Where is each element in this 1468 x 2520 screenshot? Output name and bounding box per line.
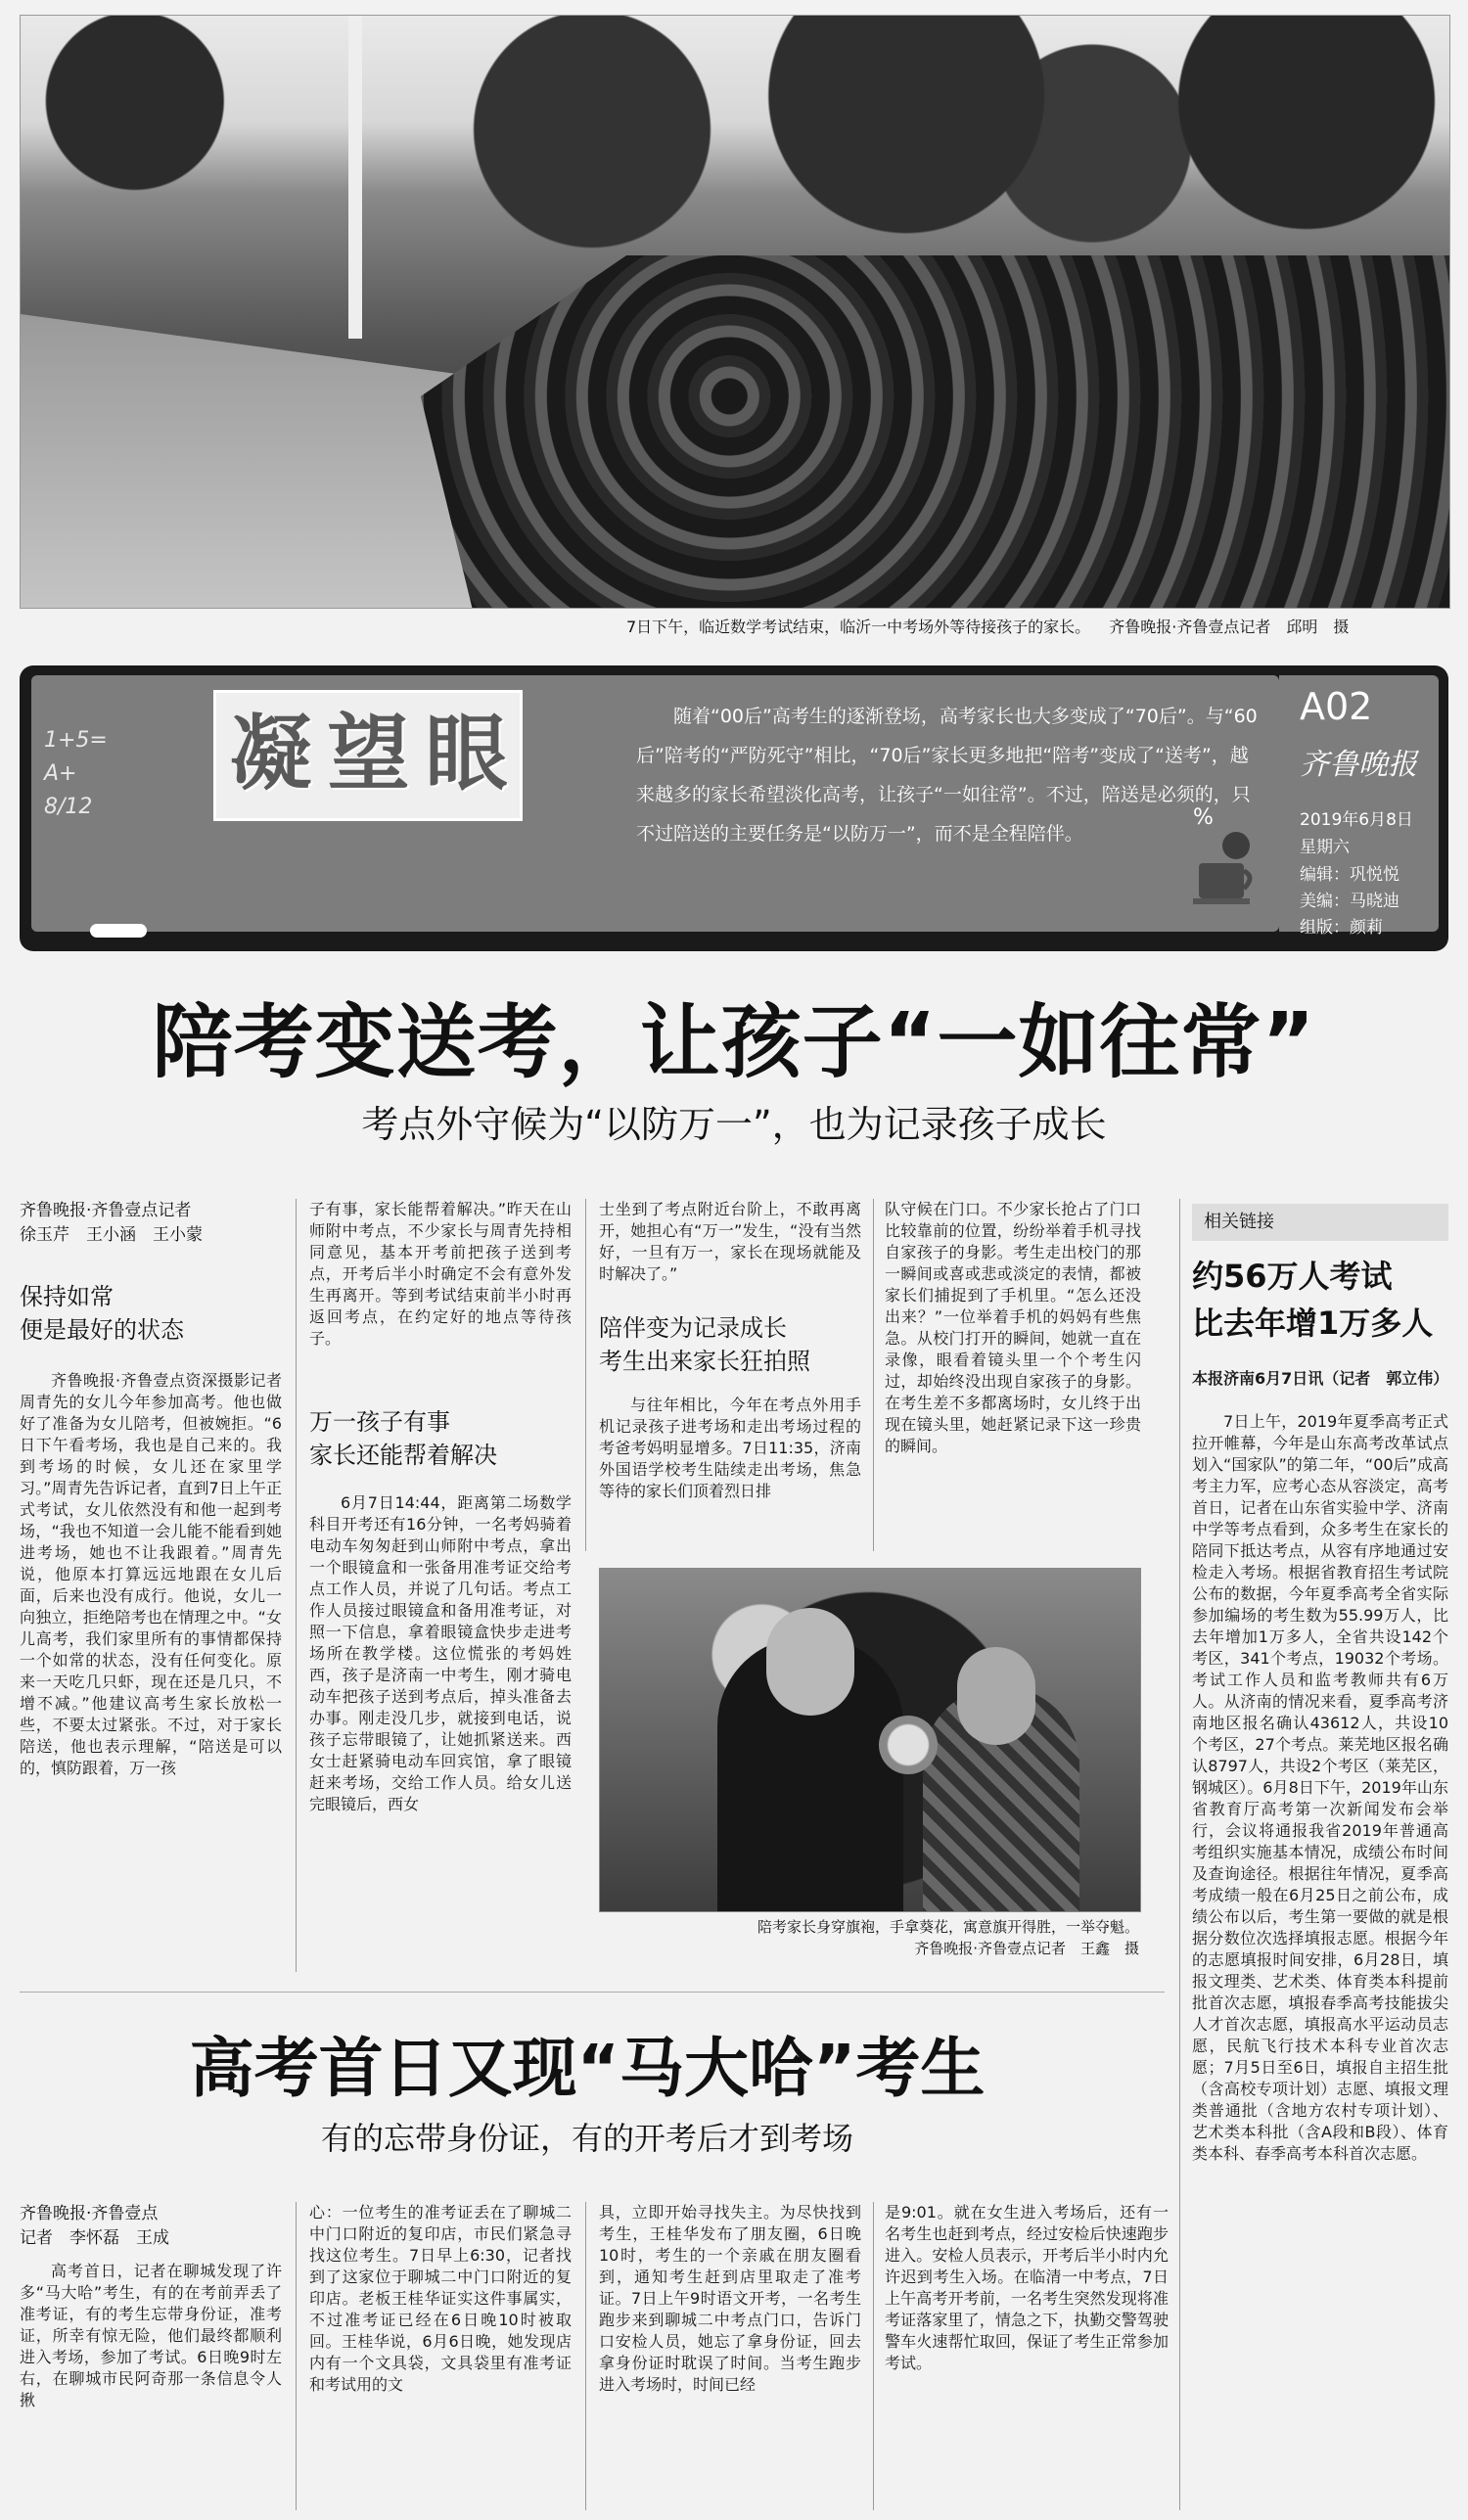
article-column: 队守候在门口。不少家长抢占了门口比较靠前的位置，纷纷举着手机寻找自家孩子的身影。考生走出校门的那一瞬间或喜或悲或淡定的表情，都被家长们捕捉到了手机里。“怎么还没出来？”一位举着手机的妈妈有些焦急。从校门打开的瞬间，她就一直在录像，眼看着镜头里一个个考生闪过，却始终没出现自家孩子的身影。在考生差不多都离场时，女儿终于出现在镜头里，她赶紧记录下这一珍贵的瞬间。 bbox=[885, 1200, 1141, 1455]
caption-text: 陪考家长身穿旗袍，手拿葵花，寓意旗开得胜，一举夺魁。 bbox=[757, 1918, 1139, 1936]
byline bbox=[20, 1199, 284, 1248]
caption-credit: 齐鲁晚报·齐鲁壹点记者 王鑫 摄 bbox=[914, 1940, 1139, 1957]
article-column: 6月7日14:44，距离第二场数学科目开考还有16分钟，一名考妈骑着电动车匆匆赶到山师附中考点，拿出一个眼镜盒和一张备用准考证交给考点工作人员，并说了几句话。考点工作人员接过眼镜盒和备用准考证，对照一下信息，拿着眼镜盒快步走进考场所在教学楼。这位慌张的考妈姓西，孩子是济南一中考生，刚才骑电动车把孩子送到考点后，掉头准备去办事。刚走没几步，就接到电话，说孩子忘带眼镜了，让她抓紧送来。西女士赶紧骑电动车回宾馆，拿了眼镜赶来考场，交给工作人员。给女儿送完眼镜后，西女 bbox=[309, 1493, 572, 1813]
sidebar-lead: 本报济南6月7日讯（记者 郭立伟） bbox=[1192, 1369, 1449, 1388]
byline-names: 记者 李怀磊 王成 bbox=[20, 2228, 169, 2248]
section-heading-line: 便是最好的状态 bbox=[20, 1316, 184, 1344]
banner-chalk-doodle: 1+5= A+ 8/12 bbox=[44, 728, 108, 819]
article-column: 士坐到了考点附近台阶上，不敢再离开，她担心有“万一”发生，“没有当然好，一旦有万一，家长在现场就能及时解决了。” bbox=[599, 1200, 861, 1283]
photo-caption bbox=[599, 1916, 1139, 1959]
parents-qipao-photo bbox=[599, 1568, 1141, 1912]
article-column: 具，立即开始寻找失主。为尽快找到考生，王桂华发布了朋友圈，6日晚10时，考生的一个亲戚在朋友圈看到，通知考生赶到店里取走了准考证。7日上午9时语文开考，一名考生跑步来到聊城二中考点门口，告诉门口安检人员，她忘了拿身份证，回去拿身份证时耽误了时间。当考生跑步进入考场时，时间已经 bbox=[599, 2203, 861, 2394]
sidebar-headline-line: 约56万人考试 bbox=[1192, 1258, 1393, 1295]
column-title-char: 凝 bbox=[229, 705, 312, 802]
column-divider bbox=[873, 2202, 874, 2510]
section-heading-line: 考生出来家长狂拍照 bbox=[599, 1348, 810, 1375]
related-links-label: 相关链接 bbox=[1192, 1204, 1448, 1241]
byline bbox=[20, 2202, 284, 2251]
column-divider bbox=[296, 1199, 297, 1972]
main-headline: 陪考变送考，让孩子“一如往常” bbox=[152, 996, 1316, 1089]
byline-org: 齐鲁晚报·齐鲁壹点 bbox=[20, 2204, 159, 2223]
article-column: 与往年相比，今年在考点外用手机记录孩子进考场和走出考场过程的考爸考妈明显增多。7日11:35，济南外国语学校考生陆续走出考场，焦急等待的家长们顶着烈日排 bbox=[599, 1396, 861, 1500]
editor-credit: 编辑：巩悦悦 bbox=[1300, 865, 1399, 885]
section-heading-line: 保持如常 bbox=[20, 1283, 114, 1310]
issue-date: 2019年6月8日 bbox=[1300, 810, 1413, 830]
column-divider bbox=[296, 2202, 297, 2510]
sidebar-headline bbox=[1192, 1253, 1448, 1347]
page-number: A02 bbox=[1300, 685, 1373, 728]
section-divider bbox=[20, 1992, 1165, 1993]
section-heading-line: 家长还能帮着解决 bbox=[309, 1442, 497, 1469]
caption-text: 7日下午，临近数学考试结束，临沂一中考场外等待接孩子的家长。 bbox=[626, 618, 1091, 636]
second-subheadline: 有的忘带身份证，有的开考后才到考场 bbox=[320, 2120, 853, 2157]
banner-decoration bbox=[90, 924, 147, 938]
article-column: 高考首日，记者在聊城发现了许多“马大哈”考生，有的在考前弄丢了准考证，有的考生忘带身份证，准考证，所幸有惊无险，他们最终都顺利进入考场，参加了考试。6日晚9时左右，在聊城市民阿奇那一条信息令人揪 bbox=[20, 2262, 282, 2409]
art-editor-credit: 美编：马晓迪 bbox=[1300, 892, 1399, 911]
column-divider bbox=[1179, 1199, 1180, 2510]
byline-org: 齐鲁晚报·齐鲁壹点记者 bbox=[20, 1201, 192, 1220]
exam-parents-photo bbox=[20, 15, 1450, 609]
column-title-char: 望 bbox=[327, 705, 410, 802]
second-headline: 高考首日又现“马大哈”考生 bbox=[189, 2031, 986, 2106]
sidebar-body: 7日上午，2019年夏季高考正式拉开帷幕，今年是山东高考改革试点划入“国家队”的第二年，“00后”成高考主力军，应考心态从容淡定，高考首日，记者在山东省实验中学、济南中学等考点看到，众多考生在家长的陪同下抵达考点，从容有序地通过安检走入考场。根据省教育招生考试院公布的数据，今年夏季高考全省实际参加编场的考生数为55.99万人，比去年增加1万多人，全省共设142个考区，341个考点，19032个考场。考试工作人员和监考教师共有6万人。从济南的情况来看，夏季高考济南地区报名确认43612人，共设10个考区，27个考点。莱芜地区报名确认8797人，共设2个考区（莱芜区，钢城区）。6月8日下午，2019年山东省教育厅高考第一次新闻发布会举行，会议将通报我省2019年普通高考组织实施基本情况，成绩公布时间及查询途径。根据往年情况，夏季高考成绩一般在6月25日之前公布，成绩公布以后，考生第一要做的就是根据分数位次选择填报志愿。根据今年的志愿填报时间安排，6月28日，填报文理类、艺术类、体育类本科提前批首次志愿，填报春季高考技能拔尖人才首次志愿，填报高水平运动员志愿，民航飞行技术本科专业首次志愿；7月5日至6日，填报自主招生批（含高校专项计划）志愿、填报文理类普通批（含地方农村专项计划）、艺术类本科批（含A段和B段）、体育类本科、春季高考本科首次志愿。 bbox=[1192, 1412, 1448, 2163]
caption-credit: 齐鲁晚报·齐鲁壹点记者 邱明 摄 bbox=[1109, 618, 1350, 636]
column-intro-text: 随着“00后”高考生的逐渐登场，高考家长也大多变成了“70后”。与“60后”陪考的“严防死守”相比，“70后”家长更多地把“陪考”变成了“送考”，越来越多的家长希望淡化高考，让孩子“一如往常”。不过，陪送是必须的，只不过陪送的主要任务是“以防万一”，而不是全程陪伴。 bbox=[636, 706, 1258, 845]
column-title-box bbox=[213, 690, 523, 821]
article-column: 是9:01。就在女生进入考场后，还有一名考生也赶到考点，经过安检后快速跑步进入。安检人员表示，开考后半小时内允许迟到考生入场。在临清一中考点，7日上午高考开考前，一名考生突然发现将准考证落家里了，情急之下，执勤交警驾驶警车火速帮忙取回，保证了考生正常参加考试。 bbox=[885, 2203, 1169, 2372]
article-column: 心：一位考生的准考证丢在了聊城二中门口附近的复印店，市民们紧急寻找这位考生。7日早上6:30，记者找到了这家位于聊城二中门口附近的复印店。老板王桂华证实这件事属实，不过准考证已经在6日晚10时被取回。王桂华说，6月6日晚，她发现店内有一个文具袋，文具袋里有准考证和考试用的文 bbox=[309, 2203, 572, 2394]
photo-caption bbox=[626, 615, 1458, 637]
section-heading-line: 陪伴变为记录成长 bbox=[599, 1314, 787, 1342]
section-heading-line: 万一孩子有事 bbox=[309, 1408, 450, 1436]
newspaper-logo: 齐鲁晚报 bbox=[1300, 748, 1417, 782]
column-title-char: 眼 bbox=[425, 705, 508, 802]
main-subheadline: 考点外守候为“以防万一”，也为记录孩子成长 bbox=[361, 1103, 1107, 1146]
sidebar-headline-line: 比去年增1万多人 bbox=[1192, 1305, 1434, 1342]
issue-weekday: 星期六 bbox=[1300, 838, 1350, 857]
layout-credit: 组版：颜莉 bbox=[1300, 918, 1383, 938]
svg-text:%: % bbox=[1193, 805, 1214, 830]
coffee-cup-icon bbox=[1189, 802, 1258, 910]
column-divider bbox=[585, 1199, 586, 1551]
section-heading bbox=[20, 1280, 284, 1347]
section-heading bbox=[599, 1311, 861, 1378]
column-divider bbox=[873, 1199, 874, 1551]
section-heading bbox=[309, 1405, 572, 1472]
article-column: 齐鲁晚报·齐鲁壹点资深摄影记者周青先的女儿今年参加高考。他也做好了准备为女儿陪考，但被婉拒。“6日下午看考场，我也是自己来的。我到考场的时候，女儿还在家里学习。”周青先告诉记者，直到7日上午正式考试，女儿依然没有和他一起到考场，“我也不知道一会儿能不能看到她进考场，她也不让我跟着。”周青先说，他原本打算远远地跟在女儿后面，后来也没有成行。他说，女儿一向独立，拒绝陪考也在情理之中。“女儿高考，我们家里所有的事情都保持一个如常的状态，没有任何变化。原来一天吃几只虾，现在还是几只，不增不减。”他建议高考生家长放松一些，不要太过紧张。不过，对于家长陪送，他也表示理解，“陪送是可以的，慎防跟着，万一孩 bbox=[20, 1371, 282, 1777]
article-column: 子有事，家长能帮着解决。”昨天在山师附中考点，不少家长与周青先持相同意见，基本开考前把孩子送到考点，开考后半小时确定不会有意外发生再离开。等到考试结束前半小时再返回考点，在约定好的地点等待孩子。 bbox=[309, 1200, 572, 1348]
byline-names: 徐玉芹 王小涵 王小蒙 bbox=[20, 1225, 203, 1245]
column-divider bbox=[585, 2202, 586, 2510]
